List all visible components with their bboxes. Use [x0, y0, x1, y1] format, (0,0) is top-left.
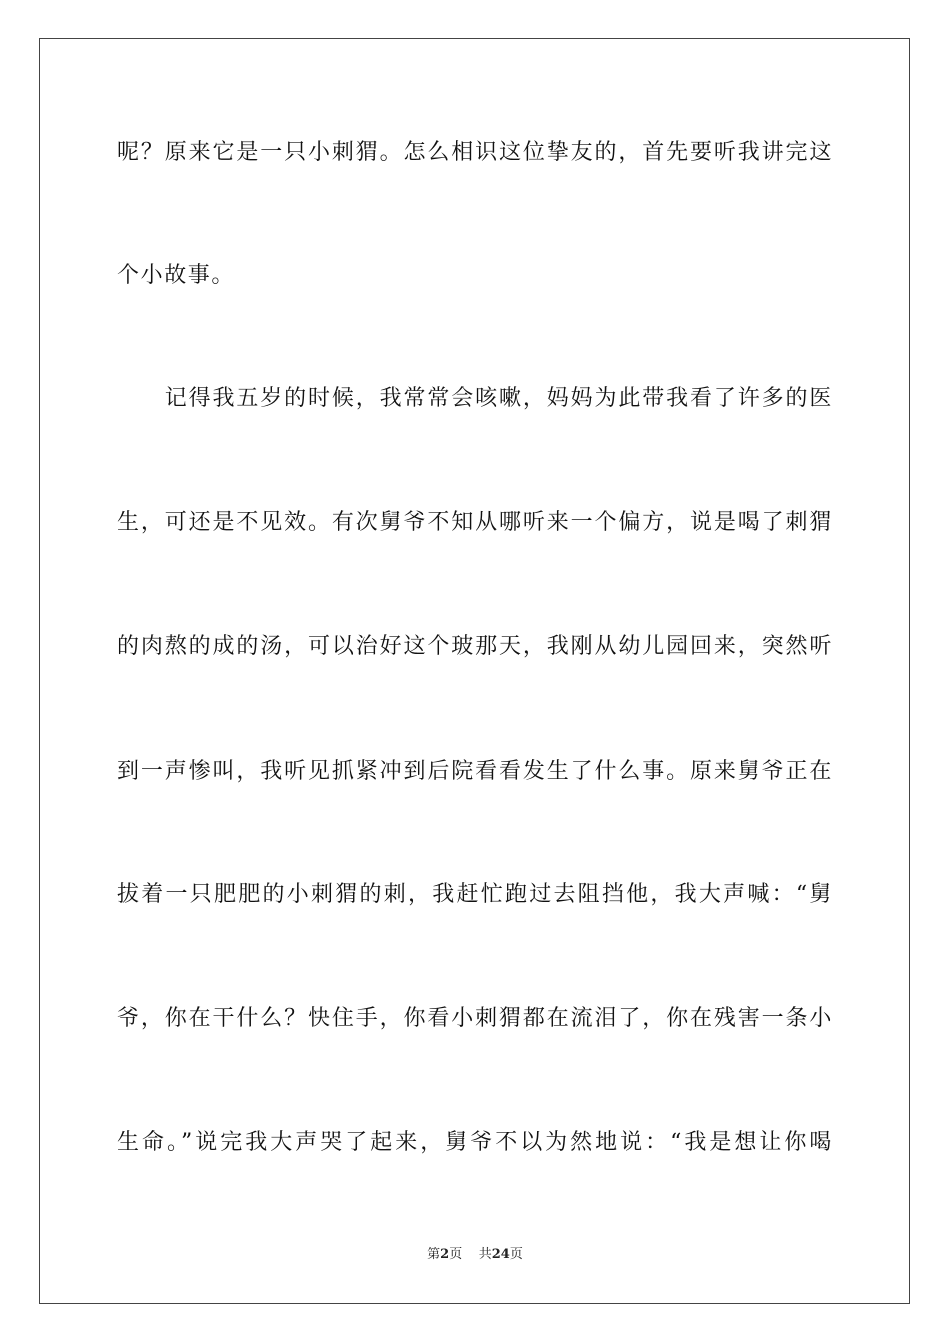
body-text-line-8: 爷，你在干什么？快住手，你看小刺猬都在流泪了，你在残害一条小 — [117, 1006, 833, 1031]
footer-total-pages: 24 — [491, 1247, 510, 1262]
footer-total-suffix: 页 — [509, 1247, 523, 1262]
footer-total-prefix: 共 — [478, 1247, 492, 1262]
footer-prefix: 第 — [427, 1247, 441, 1262]
body-text-line-4: 生，可还是不见效。有次舅爷不知从哪听来一个偏方，说是喝了刺猬 — [117, 510, 833, 535]
body-text-line-7: 拔着一只肥肥的小刺猬的刺，我赶忙跑过去阻挡他，我大声喊：“舅 — [117, 882, 833, 907]
body-text-line-2: 个小故事。 — [117, 263, 236, 288]
footer-page-word: 页 — [449, 1247, 463, 1262]
body-text-line-9: 生命。”说完我大声哭了起来，舅爷不以为然地说：“我是想让你喝 — [117, 1130, 833, 1155]
page-footer — [0, 1246, 950, 1264]
body-text-line-5: 的肉熬的成的汤，可以治好这个玻那天，我刚从幼儿园回来，突然听 — [117, 634, 833, 659]
body-text-line-1: 呢？原来它是一只小刺猬。怎么相识这位挚友的，首先要听我讲完这 — [117, 140, 833, 165]
footer-current-page: 2 — [440, 1247, 450, 1262]
body-text-line-6: 到一声惨叫，我听见抓紧冲到后院看看发生了什么事。原来舅爷正在 — [117, 759, 833, 784]
body-text-line-3: 记得我五岁的时候，我常常会咳嗽，妈妈为此带我看了许多的医 — [117, 386, 833, 411]
page-border — [39, 38, 910, 1304]
